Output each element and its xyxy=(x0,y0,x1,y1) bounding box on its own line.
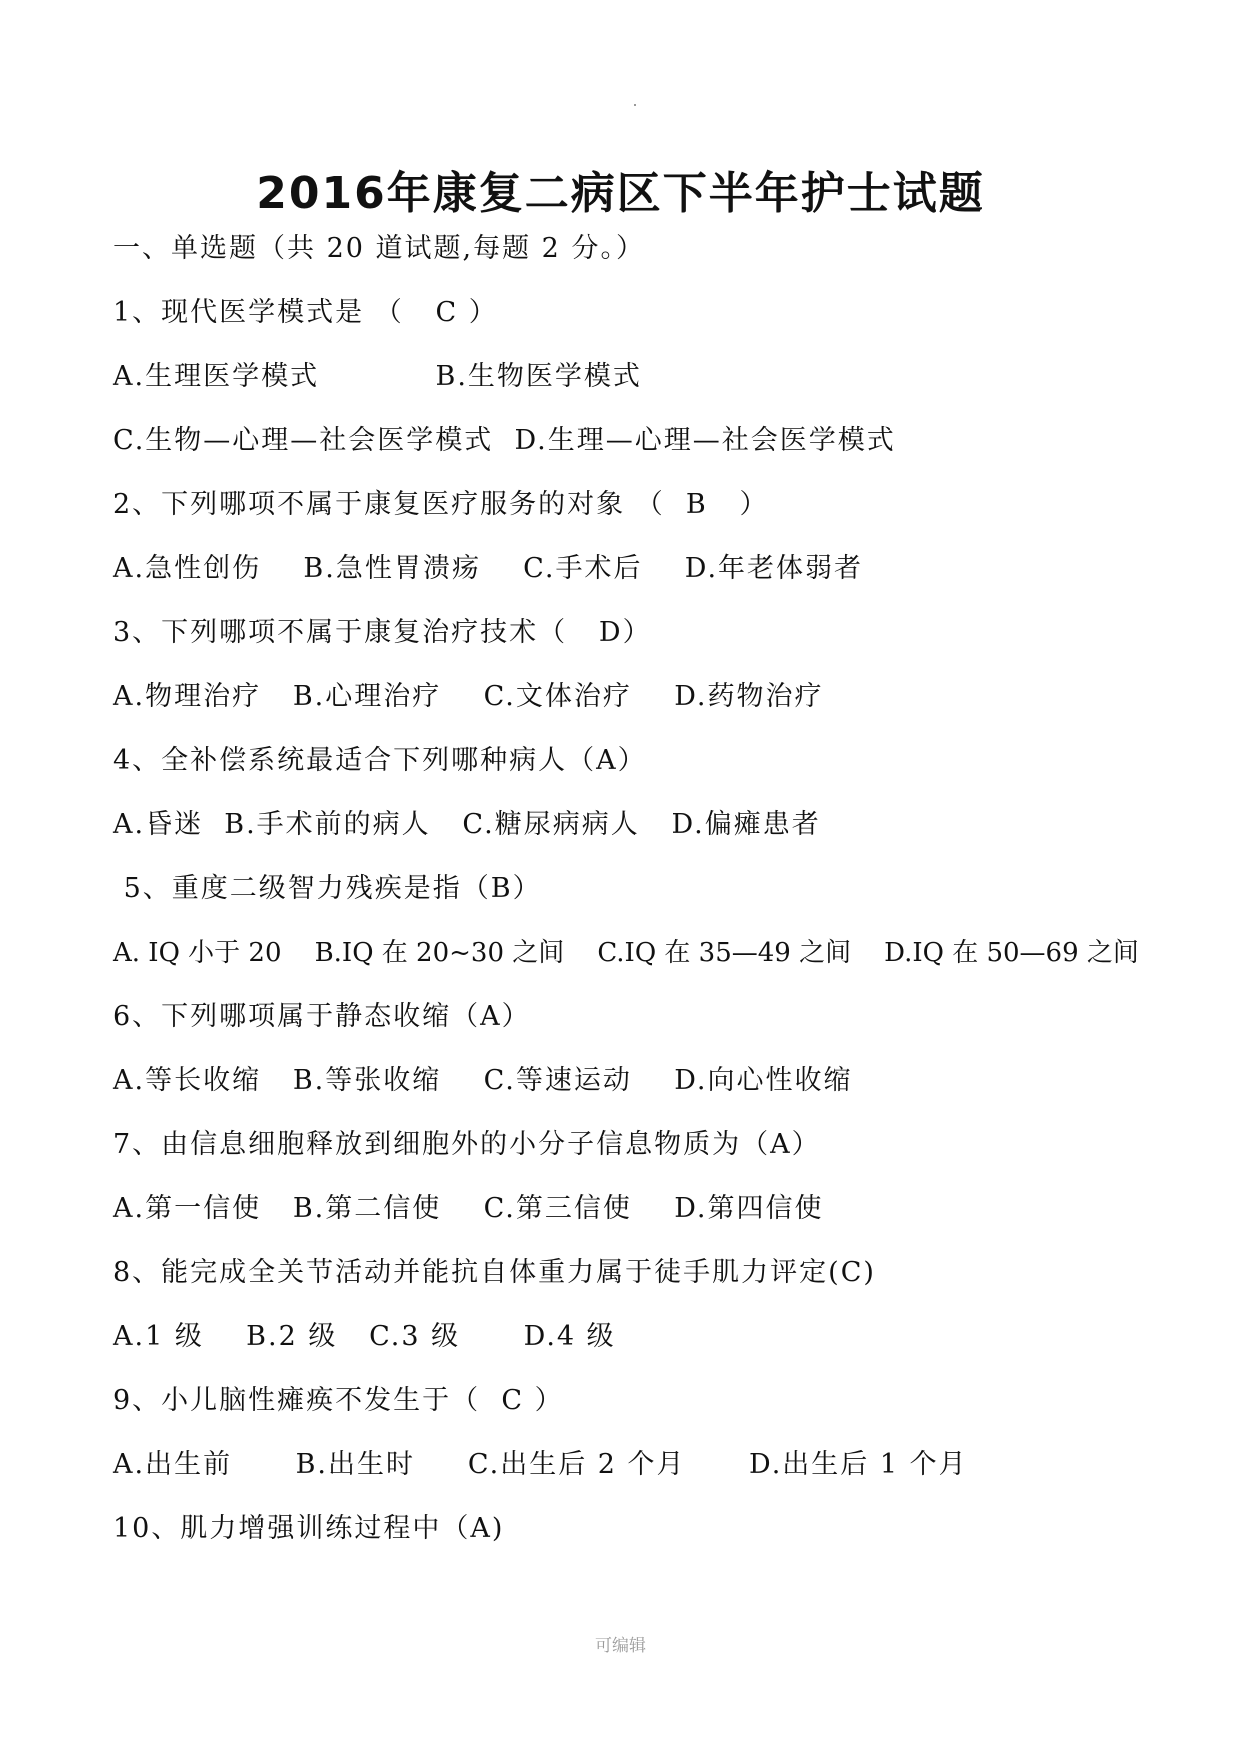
question-7: 7、由信息细胞释放到细胞外的小分子信息物质为（A） xyxy=(113,1129,821,1160)
question-8: 8、能完成全关节活动并能抗自体重力属于徒手肌力评定(C) xyxy=(113,1257,876,1288)
section-heading: 一、单选题（共 20 道试题,每题 2 分。） xyxy=(113,233,645,264)
question-7-options: A.第一信使 B.第二信使 C.第三信使 D.第四信使 xyxy=(113,1193,824,1224)
question-5-options: A. IQ 小于 20 B.IQ 在 20~30 之间 C.IQ 在 35—49 之间 D.IQ 在 50—69 之间 xyxy=(113,938,1139,968)
question-6-options: A.等长收缩 B.等张收缩 C.等速运动 D.向心性收缩 xyxy=(113,1065,853,1096)
question-5: 5、重度二级智力残疾是指（B） xyxy=(113,873,542,904)
page-dot xyxy=(634,104,636,106)
footer-label: 可编辑 xyxy=(595,1636,646,1656)
question-10: 10、肌力增强训练过程中（A) xyxy=(113,1513,505,1544)
question-4-options: A.昏迷 B.手术前的病人 C.糖尿病病人 D.偏瘫患者 xyxy=(113,809,821,840)
question-8-options: A.1 级 B.2 级 C.3 级 D.4 级 xyxy=(113,1321,616,1352)
question-3-options: A.物理治疗 B.心理治疗 C.文体治疗 D.药物治疗 xyxy=(113,681,824,712)
question-3: 3、下列哪项不属于康复治疗技术（ D） xyxy=(113,617,652,648)
page-title: 2016年康复二病区下半年护士试题 xyxy=(256,168,985,219)
question-9-options: A.出生前 B.出生时 C.出生后 2 个月 D.出生后 1 个月 xyxy=(113,1449,968,1480)
question-9: 9、小儿脑性瘫痪不发生于（ C ） xyxy=(113,1385,564,1416)
question-4: 4、全补偿系统最适合下列哪种病人（A） xyxy=(113,745,647,776)
question-6: 6、下列哪项属于静态收缩（A） xyxy=(113,1001,531,1032)
question-1-options-cd: C.生物—心理—社会医学模式 D.生理—心理—社会医学模式 xyxy=(113,425,896,456)
question-1: 1、现代医学模式是 （ C ） xyxy=(113,297,498,328)
question-1-options-ab: A.生理医学模式 B.生物医学模式 xyxy=(113,361,642,392)
question-2: 2、下列哪项不属于康复医疗服务的对象 （ B ） xyxy=(113,489,769,520)
question-2-options: A.急性创伤 B.急性胃溃疡 C.手术后 D.年老体弱者 xyxy=(113,553,864,584)
